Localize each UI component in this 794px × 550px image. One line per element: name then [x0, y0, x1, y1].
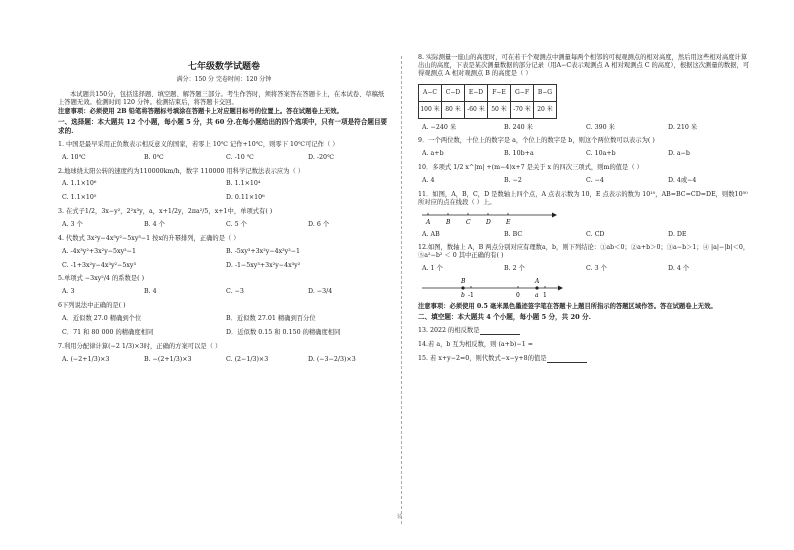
question-stem: 13. 2022 的相反数是 — [418, 327, 480, 335]
option-c: C. 390 米 — [586, 123, 615, 131]
option-d: D. 210 米 — [668, 123, 698, 131]
question-stem: 7.利用分配律计算(−2 1/3)×3时，正确的方案可以是（ ） — [58, 342, 222, 350]
question-13 — [418, 327, 750, 335]
question-stem: 11．如图，A，B，C，D 是数轴上四个点，A 点表示数为 10，E 点表示的数为 10¹⁰，AB=BC=CD=DE，则数10⁵⁰所对应的点在线段（ ）上。 — [418, 190, 748, 206]
question-4 — [58, 235, 390, 270]
option-d: D. -20℃ — [308, 153, 335, 161]
option-a: A. 4 — [422, 177, 435, 185]
table-cell: 100 米 — [419, 101, 442, 118]
option-a: A. (−2+1/3)×3 — [62, 355, 110, 363]
option-b: B. 1.1×10⁴ — [226, 180, 261, 188]
option-d: D．近似数 0.15 和 0.150 的精确度相同 — [226, 328, 341, 336]
table-cell: -60 米 — [465, 101, 488, 118]
number-line-abcde — [418, 210, 558, 226]
notice-2: 注意事项：必须使用 0.5 毫米黑色墨迹签字笔在答题卡上题目所指示的答题区域作答。答在试题卷上无效。 — [418, 303, 717, 311]
question-1 — [58, 141, 390, 162]
question-9 — [418, 137, 750, 158]
option-c: C. 10a+b — [586, 150, 616, 158]
table-header-cell: G−F — [511, 84, 534, 101]
tick-label: 1 — [543, 292, 547, 300]
option-a: A. AB — [422, 230, 440, 238]
page-title: 七年级数学试题卷 — [187, 62, 260, 72]
point-label: B — [461, 278, 466, 286]
point-label: A — [535, 278, 540, 286]
section-2-heading: 二、填空题：本大题共 4 个小题，每小题 5 分，共 20 分. — [418, 312, 591, 321]
answer-blank — [480, 328, 520, 335]
table-cell: 50 米 — [488, 101, 511, 118]
option-c: C. 1.1×10⁵ — [62, 194, 97, 202]
question-stem: 8. 实际测量一座山的高度时，可在若干个观测点中测量每两个相邻的可视观测点的相对高度，然后用这些相对高度计算出山的高度，下表是某次测量数据的部分记录（用A−C表示观测点 A 相对观测点 C 的高度），根据这次测量的数据，可得观测点 A 相对观测点 B 的高度是（ ） — [418, 54, 750, 77]
option-d: D. 0.11×10⁶ — [226, 194, 265, 202]
table-cell: -70 米 — [511, 101, 534, 118]
table-header-cell: B−G — [534, 84, 557, 101]
option-c: C. CD — [586, 230, 605, 238]
option-b: B. 0℃ — [144, 153, 164, 161]
right-column — [418, 54, 750, 363]
option-d: D. −3/4 — [308, 288, 333, 296]
option-d: D. 4或−4 — [668, 177, 697, 185]
point-label: E — [506, 218, 511, 226]
option-a: A. 3 个 — [62, 220, 83, 228]
tick-label: -1 — [468, 292, 474, 300]
option-b: B. 10b+a — [504, 150, 534, 158]
option-b: B. 4 — [144, 288, 157, 296]
tick-label: b — [461, 292, 465, 300]
table-header-cell: C−D — [442, 84, 465, 101]
option-d: D. -1−5xy³+3x²y−4x³y² — [226, 261, 301, 269]
option-a: A. -4x³y²+3x²y−5xy³−1 — [62, 247, 136, 255]
tick-label: a — [535, 292, 539, 300]
table-row — [419, 84, 557, 101]
option-a: A. 10℃ — [62, 153, 86, 161]
exam-meta: 满分：150 分 完卷时间：120 分钟 — [176, 76, 272, 84]
option-c: C. 5 个 — [226, 220, 247, 228]
question-14 — [418, 341, 750, 349]
option-a: A. 3 — [62, 288, 75, 296]
option-d: D. 6 个 — [308, 220, 330, 228]
option-b: B. 240 米 — [504, 123, 533, 131]
question-8 — [418, 54, 750, 131]
option-a: A. 1.1×10⁶ — [62, 180, 97, 188]
fold-label: 装 — [397, 514, 403, 520]
point-label: B — [446, 218, 451, 226]
option-c: C. -1+3x²y−4x³y²−5xy³ — [62, 261, 137, 269]
table-row — [419, 101, 557, 118]
table-header-cell: A−C — [419, 84, 442, 101]
option-a: A. a+b — [422, 150, 444, 158]
option-b: B．近似数 27.01 精确到百分位 — [226, 314, 316, 322]
question-stem: 10．多项式 1/2 x^|m| +(m−4)x+7 是关于 x 的四次三项式，则m的值是（ ） — [418, 164, 643, 172]
point-label: A — [426, 218, 431, 226]
option-b: B. -5xy³+3x²y−4x³y²−1 — [226, 247, 301, 255]
question-stem: 15. 若 x+y−2=0，则代数式−x−y+8的值是 — [418, 354, 547, 362]
question-12 — [418, 244, 750, 300]
question-stem: 1. 中国是最早采用正负数表示相反意义的国家，若零上 10℃ 记作+10℃，则零下 10℃可记作（ ） — [58, 140, 339, 148]
option-b: B. 2 个 — [504, 265, 525, 273]
option-a: A. −240 米 — [422, 123, 457, 131]
option-c: C. -10 ℃ — [226, 153, 254, 161]
question-5 — [58, 275, 390, 296]
option-b: B. 4 个 — [144, 220, 165, 228]
option-d: D. DE — [668, 230, 687, 238]
section-1-heading: 一、选择题：本大题共 12 个小题，每小题 5 分，共 60 分.在每小题给出的四个选项中，只有一项是符合题目要求的. — [58, 118, 388, 135]
point-label: C — [466, 218, 471, 226]
option-a: A．近似数 27.0 精确到个位 — [62, 314, 142, 322]
question-stem: 3. 在式子1/2，3x−y²，2²x³y，a，x+1/2y，2πa²/5，x+1中，单项式有( ) — [58, 208, 273, 216]
question-15 — [418, 355, 750, 363]
question-stem: 12.如图，数轴上 A，B 两点分别对应有理数a，b，则下列结论：①ab＜0；②a+b＞0；③a−b＞1；④ |a|−|b|＜0，⑤a²−b² ＜ 0 其中正确的有( ) — [418, 244, 750, 260]
option-c: C. (2−1/3)×3 — [226, 355, 269, 363]
option-c: C. −3 — [226, 288, 244, 296]
question-6 — [58, 302, 390, 337]
option-b: B. BC — [504, 230, 523, 238]
question-3 — [58, 208, 390, 229]
tick-label: 0 — [516, 292, 520, 300]
table-header-cell: E−D — [465, 84, 488, 101]
point-label: D — [486, 218, 491, 226]
measurement-table — [418, 84, 557, 119]
option-c: C. 3 个 — [586, 265, 607, 273]
question-stem: 5.单项式 −3xy²/4 的系数是( ) — [58, 275, 145, 283]
answer-blank — [547, 356, 587, 363]
question-10 — [418, 164, 750, 185]
option-c: C．71 和 80 000 的精确度相同 — [62, 328, 154, 336]
option-b: B. −2 — [504, 177, 522, 185]
question-2 — [58, 168, 390, 203]
question-stem: 9．一个两位数，十位上的数字是 a，个位上的数字是 b，则这个两位数可以表示为( ) — [418, 137, 655, 145]
question-11 — [418, 191, 750, 239]
left-column — [58, 52, 390, 363]
option-b: B. −(2+1/3)×3 — [144, 355, 192, 363]
option-d: D. 4 个 — [668, 265, 690, 273]
table-cell: 80 米 — [442, 101, 465, 118]
number-line-ab — [418, 276, 568, 300]
question-7 — [58, 343, 390, 364]
binding-fold-line — [401, 56, 402, 524]
question-stem: 2.地球绕太阳公转的速度约为110000km/h，数字 110000 用科学记数法表示应为（ ） — [58, 167, 305, 175]
question-stem: 14.若 a，b 互为相反数，则 (a+b)−1 = — [418, 340, 534, 348]
table-header-cell: F−E — [488, 84, 511, 101]
question-stem: 6下列说法中正确的是( ) — [58, 302, 126, 310]
option-c: C. −4 — [586, 177, 604, 185]
notice-1: 注意事项：必须使用 2B 铅笔将答题标号填涂在答题卡上对应题目标号的位置上。答在试题卷上无效。 — [58, 108, 343, 116]
question-stem: 4. 代数式 3x²y−4x³y²−5xy³−1 按x的升幂排列，正确的是（ ） — [58, 234, 240, 242]
table-cell: 20 米 — [534, 101, 557, 118]
option-d: D. a−b — [668, 150, 690, 158]
intro-text: 本试题共150分，包括选择题、填空题、解答题三部分。考生作答时，须将答案答在答题卡上，在本试卷、草稿纸上答题无效。检测时间 120 分钟。检测结束后，将答题卡交回。 — [58, 90, 385, 106]
option-d: D. (−3−2/3)×3 — [308, 355, 356, 363]
option-a: A. 1 个 — [422, 265, 443, 273]
